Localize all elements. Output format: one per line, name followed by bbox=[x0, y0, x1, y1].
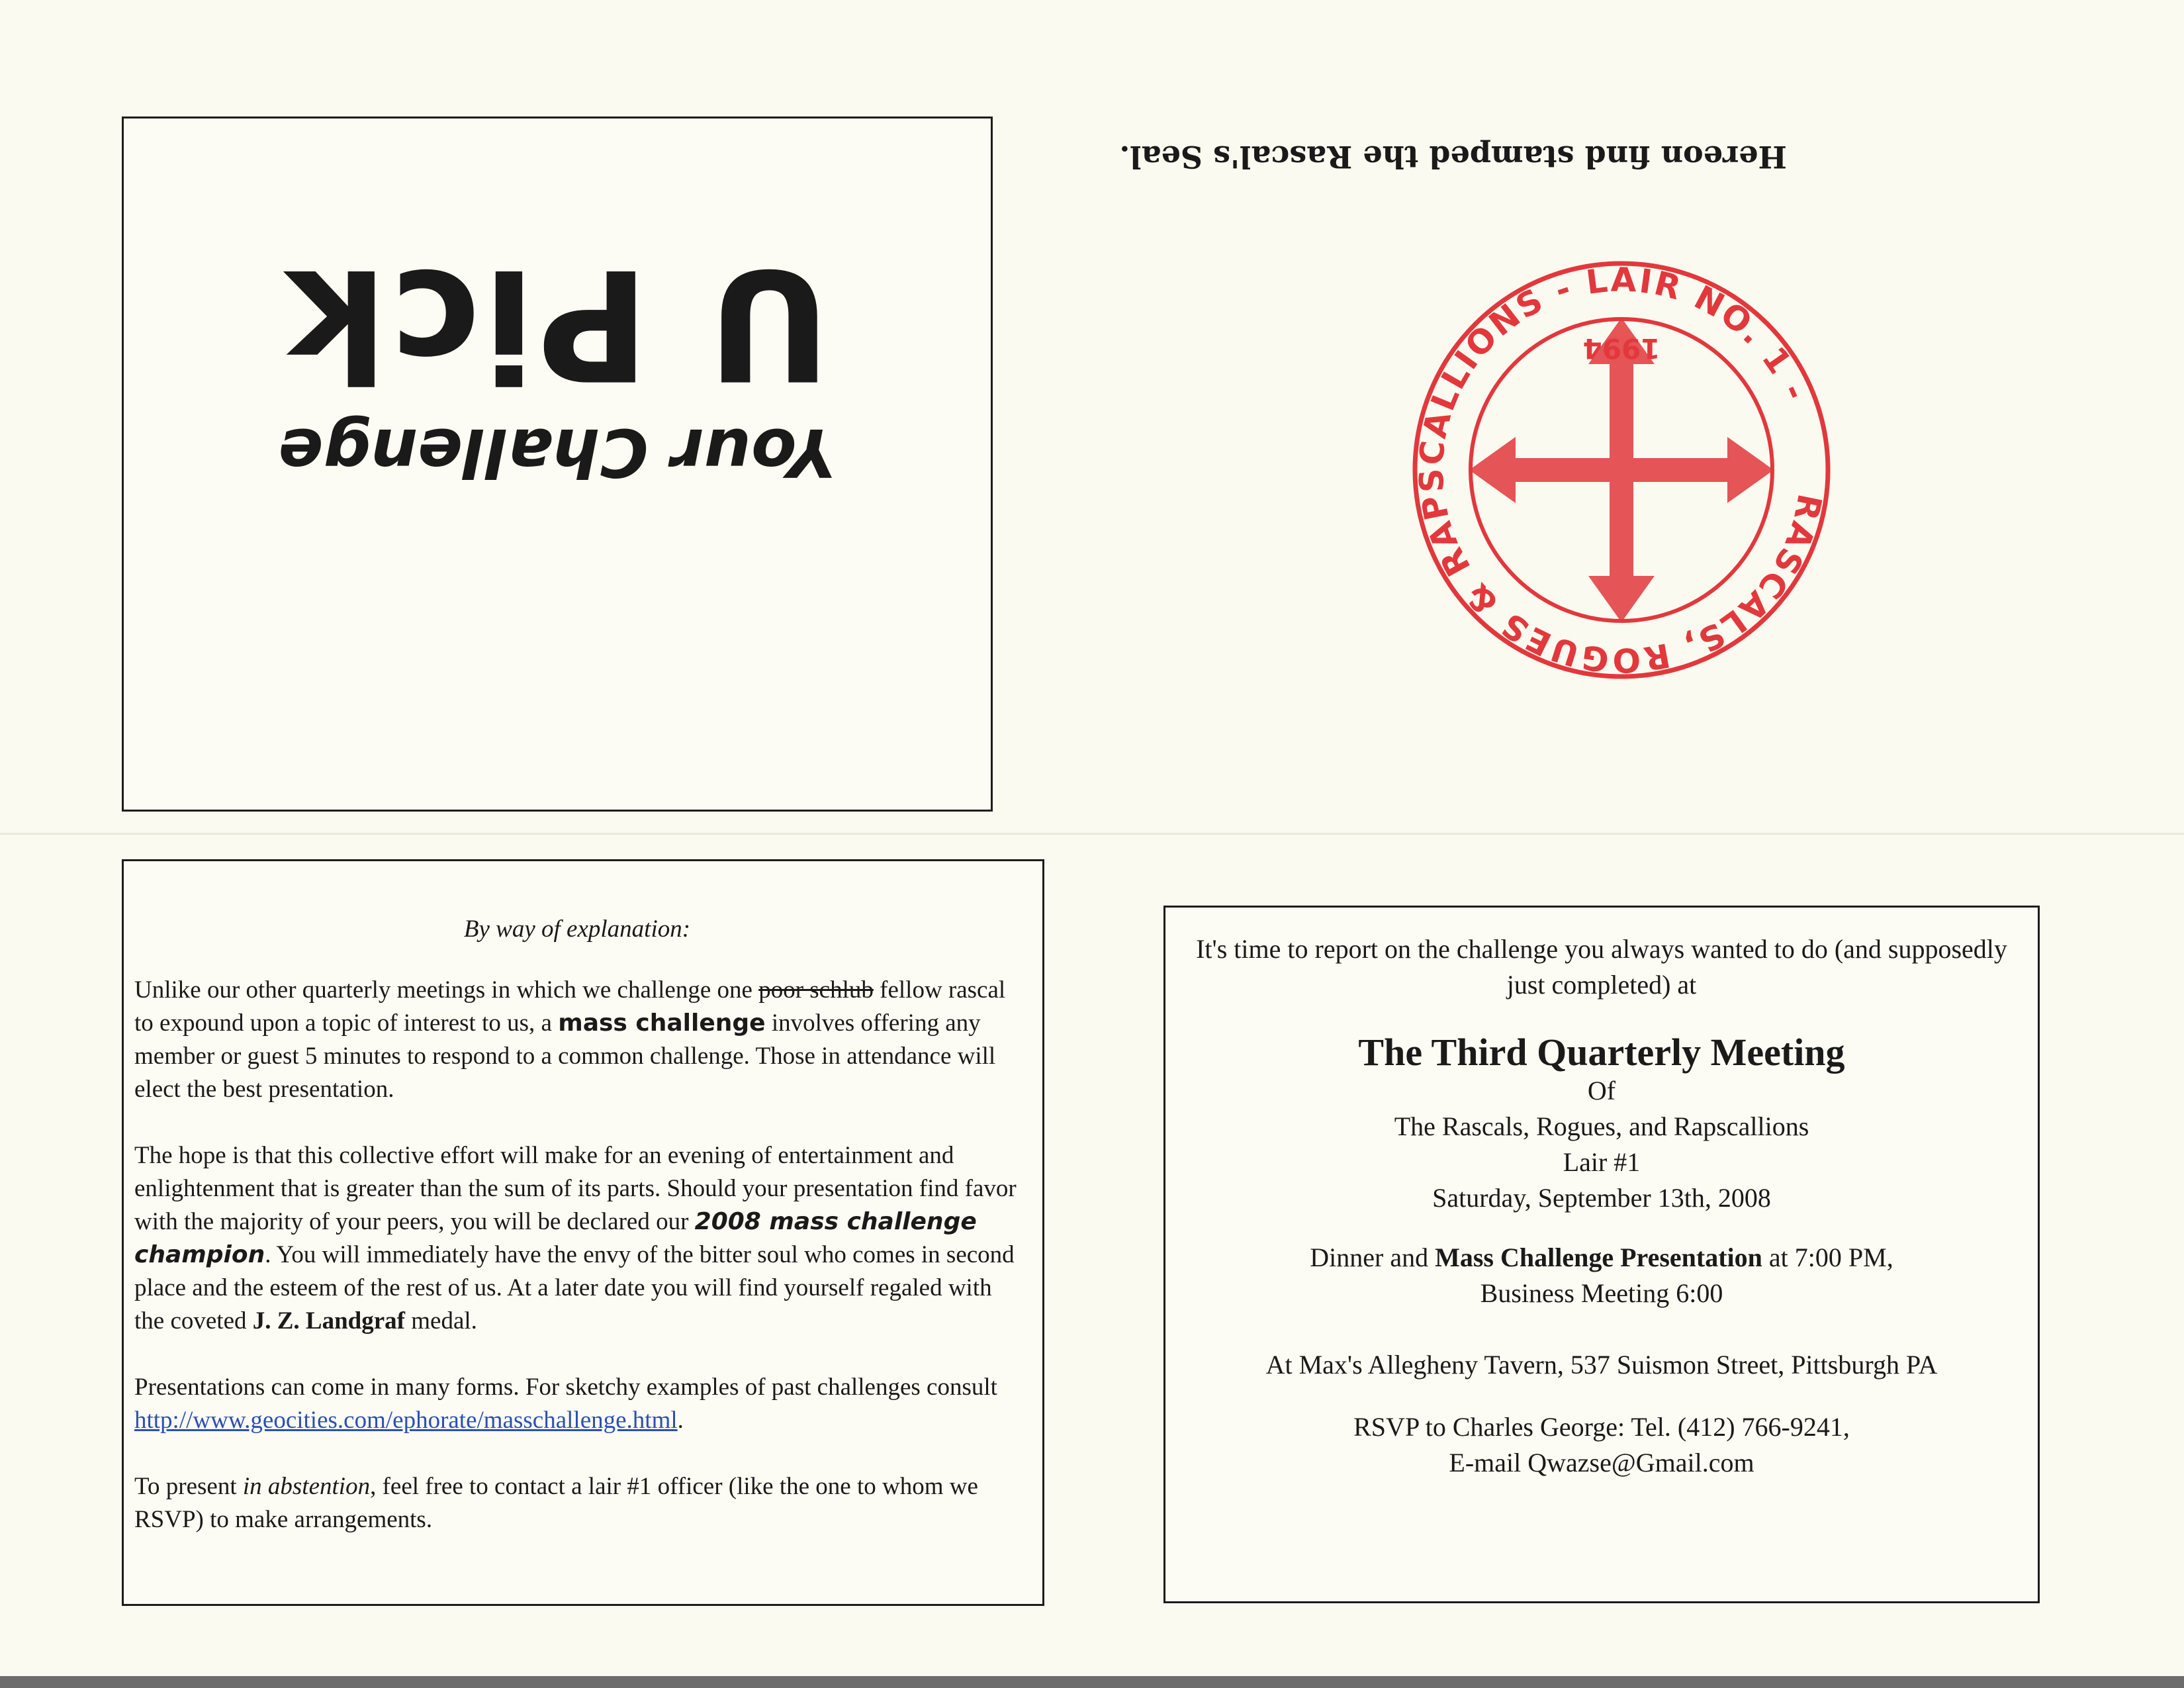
text-run: involves offering any member or guest 5 minutes to respond to a common challenge. Those in attendance will elect the best presentation. bbox=[134, 1009, 996, 1103]
text-run: medal. bbox=[405, 1307, 477, 1335]
masschallenge-link[interactable]: http://www.geocities.com/ephorate/masschallenge.html bbox=[134, 1407, 678, 1434]
seal-area bbox=[1244, 252, 1972, 715]
seal-year: 1994 bbox=[1582, 332, 1661, 365]
text-run: at 7:00 PM, bbox=[1762, 1243, 1893, 1272]
rsvp-phone: RSVP to Charles George: Tel. (412) 766-9241, bbox=[1353, 1412, 1850, 1442]
business-meeting-time: Business Meeting 6:00 bbox=[1480, 1278, 1723, 1308]
explanation-heading: By way of explanation: bbox=[463, 915, 691, 943]
italic-term: in abstention bbox=[242, 1473, 371, 1500]
invitation-intro: It's time to report on the challenge you always wanted to do (and supposedly just completed) at bbox=[1196, 934, 2007, 1000]
text-run: fellow rascal to expound upon a topic of interest to us, a bbox=[134, 976, 1006, 1037]
text-run: Unlike our other quarterly meetings in which we challenge one bbox=[134, 976, 759, 1004]
seal-ring-text: RASCALS, ROGUES & RAPSCALLIONS - LAIR NO. 1 - bbox=[1412, 260, 1829, 680]
meeting-date: Saturday, September 13th, 2008 bbox=[1432, 1183, 1771, 1213]
explanation-paragraph-2 bbox=[134, 1139, 1020, 1338]
upick-flipped-content bbox=[124, 118, 991, 810]
dinner-line bbox=[1185, 1240, 2018, 1276]
upick-card bbox=[122, 117, 993, 812]
lair-number: Lair #1 bbox=[1563, 1147, 1641, 1177]
medal-name: J. Z. Landgraf bbox=[252, 1307, 406, 1335]
meeting-title: The Third Quarterly Meeting bbox=[1358, 1031, 1845, 1074]
meeting-of: Of bbox=[1587, 1076, 1616, 1105]
fold-line bbox=[0, 833, 2184, 835]
mass-challenge-term: mass challenge bbox=[558, 1009, 766, 1037]
text-run: . bbox=[677, 1407, 684, 1434]
explanation-card bbox=[122, 859, 1044, 1606]
rascal-seal-stamp bbox=[1403, 252, 1840, 688]
text-run: , feel free to contact a lair #1 officer (like the one to whom we RSVP) to make arrangements. bbox=[134, 1473, 978, 1533]
invitation-card bbox=[1163, 906, 2040, 1603]
text-run: Dinner and bbox=[1310, 1243, 1435, 1272]
text-run: Presentations can come in many forms. For sketchy examples of past challenges consult bbox=[134, 1374, 997, 1401]
struck-text: poor schlub bbox=[758, 976, 874, 1004]
upick-subtitle: Your Challenge bbox=[278, 414, 837, 491]
explanation-paragraph-4 bbox=[134, 1470, 1020, 1536]
organization-name: The Rascals, Rogues, and Rapscallions bbox=[1394, 1111, 1809, 1141]
venue-address: At Max's Allegheny Tavern, 537 Suismon Street, Pittsburgh PA bbox=[1265, 1350, 1938, 1380]
scan-bottom-edge bbox=[0, 1676, 2184, 1688]
text-run: The hope is that this collective effort will make for an evening of entertainment and enlightenment that is greater than the sum of its parts. Should your presentation find favor with the majority of your peers, you will be declared our bbox=[134, 1142, 1017, 1235]
explanation-paragraph-1 bbox=[134, 974, 1020, 1106]
rsvp-email[interactable]: E-mail Qwazse@Gmail.com bbox=[1449, 1448, 1754, 1477]
presentation-term: Mass Challenge Presentation bbox=[1435, 1243, 1762, 1272]
seal-caption: Hereon find stamped the Rascal's Seal. bbox=[1119, 139, 1787, 175]
text-run: . You will immediately have the envy of the bitter soul who comes in second place and the esteem of the rest of us. At a later date you will find yourself regaled with the coveted bbox=[134, 1241, 1015, 1335]
upick-title: U Pick bbox=[283, 235, 831, 412]
champion-title: 2008 mass challenge champion bbox=[134, 1208, 977, 1268]
explanation-paragraph-3 bbox=[134, 1371, 1020, 1437]
text-run: To present bbox=[134, 1473, 243, 1500]
